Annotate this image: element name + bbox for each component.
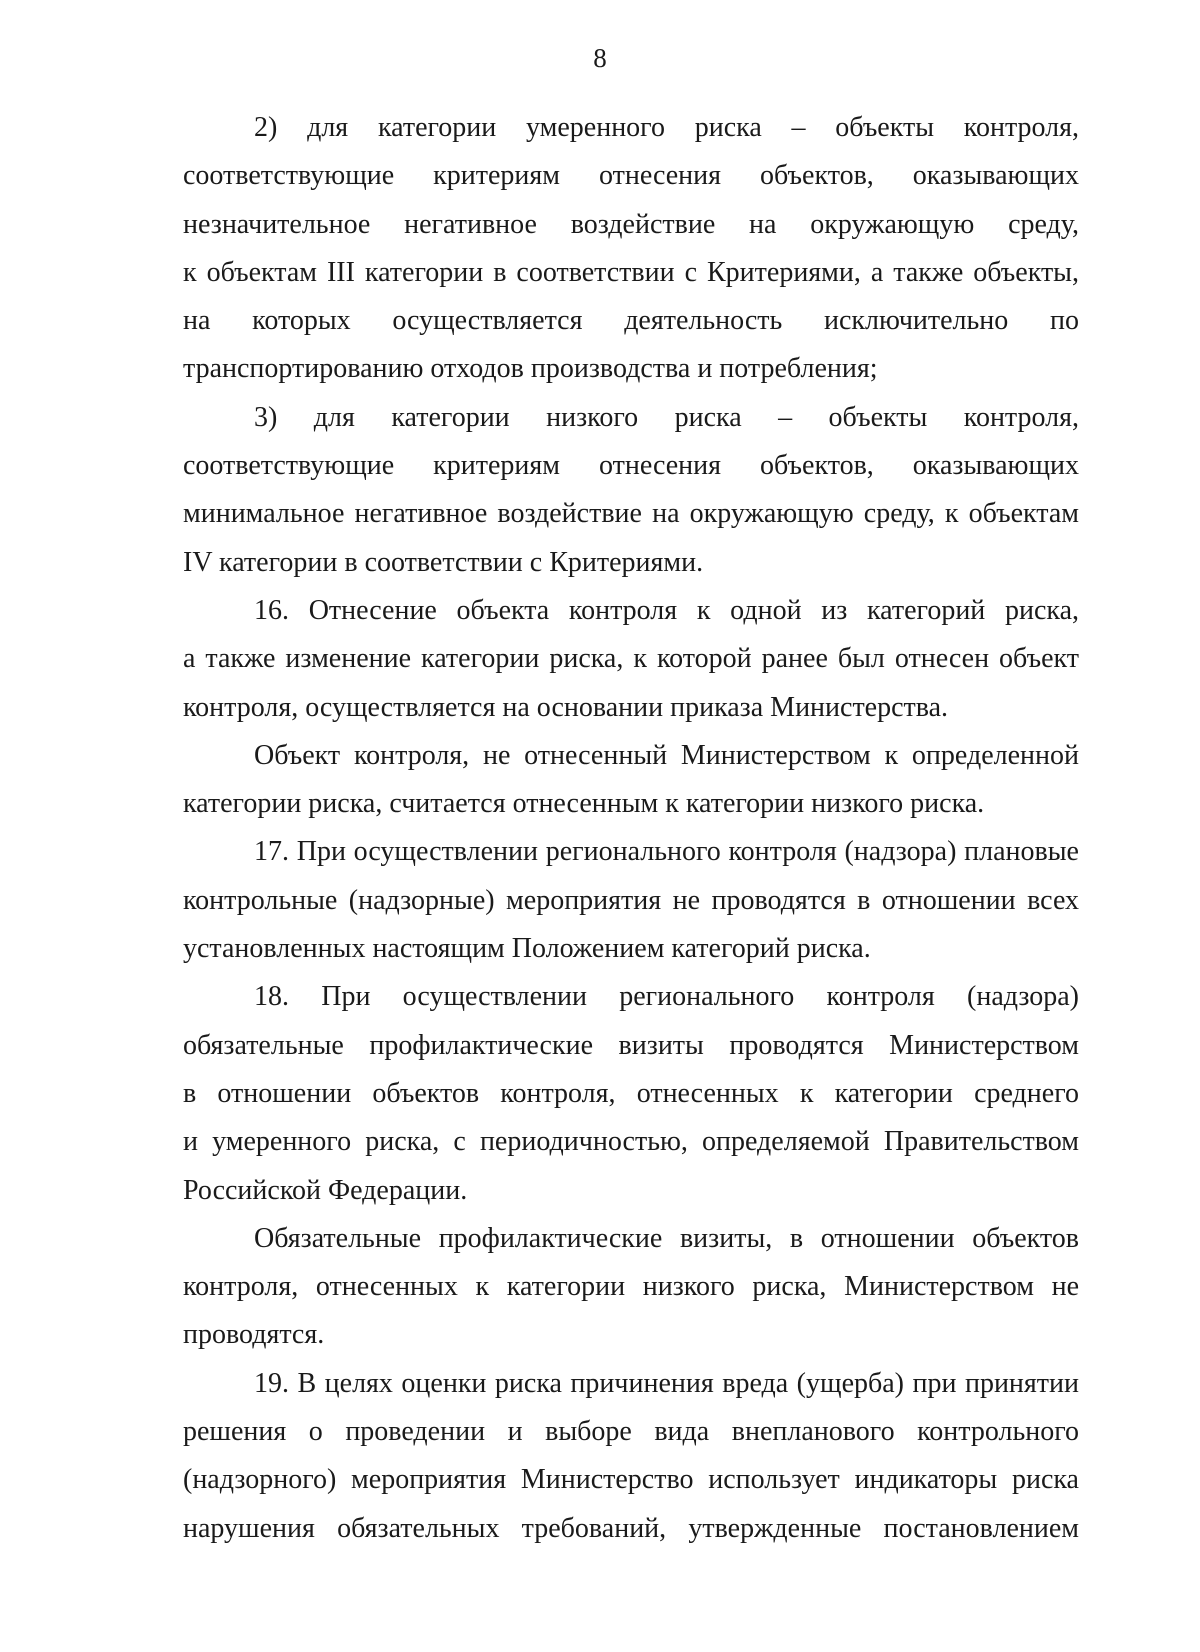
paragraph-18 (183, 973, 1079, 1214)
text-line: (надзорного) мероприятия Министерство использует индикаторы риска (183, 1464, 1079, 1496)
text-line: обязательные профилактические визиты проводятся Министерством (183, 1029, 1079, 1061)
text-line: а также изменение категории риска, к которой ранее был отнесен объект (183, 643, 1079, 675)
text-line: 2) для категории умеренного риска – объекты контроля, (254, 112, 1079, 143)
text-line: 17. При осуществлении регионального контроля (надзора) плановые (254, 836, 1079, 868)
page-number: 8 (593, 43, 607, 73)
paragraph-16-continued (183, 732, 1079, 829)
text-line: к объектам III категории в соответствии с Критериями, а также объекты, (183, 256, 1079, 288)
text-line: решения о проведении и выборе вида внепланового контрольного (183, 1416, 1079, 1448)
text-line: незначительное негативное воздействие на окружающую среду, (183, 208, 1079, 240)
text-line: 19. В целях оценки риска причинения вреда (ущерба) при принятии (254, 1367, 1079, 1399)
paragraph-18-continued (183, 1215, 1079, 1360)
text-line: соответствующие критериям отнесения объектов, оказывающих (183, 160, 1079, 192)
text-line: контроля, отнесенных к категории низкого риска, Министерством не (183, 1271, 1079, 1303)
text-line: на которых осуществляется деятельность исключительно по (183, 305, 1079, 337)
text-line: 18. При осуществлении регионального контроля (надзора) (254, 981, 1079, 1013)
paragraph-risk-low (183, 394, 1079, 587)
paragraph-17 (183, 828, 1079, 973)
text-line: минимальное негативное воздействие на окружающую среду, к объектам (183, 498, 1079, 530)
document-body (183, 104, 1079, 1553)
text-line: установленных настоящим Положением категорий риска. (183, 933, 871, 965)
paragraph-19 (183, 1360, 1079, 1553)
text-line: транспортированию отходов производства и потребления; (183, 353, 878, 385)
text-line: соответствующие критериям отнесения объектов, оказывающих (183, 450, 1079, 482)
text-line: IV категории в соответствии с Критериями. (183, 546, 704, 578)
text-line: в отношении объектов контроля, отнесенных к категории среднего (183, 1077, 1079, 1109)
text-line: Российской Федерации. (183, 1174, 468, 1206)
text-line: и умеренного риска, с периодичностью, определяемой Правительством (183, 1126, 1079, 1158)
text-line: 16. Отнесение объекта контроля к одной из категорий риска, (254, 594, 1079, 626)
paragraph-16 (183, 587, 1079, 732)
text-line: 3) для категории низкого риска – объекты контроля, (254, 401, 1079, 433)
text-line: Объект контроля, не отнесенный Министерством к определенной (254, 739, 1079, 771)
paragraph-risk-moderate (183, 104, 1079, 394)
text-line: нарушения обязательных требований, утвержденные постановлением (183, 1512, 1079, 1544)
text-line: категории риска, считается отнесенным к категории низкого риска. (183, 788, 985, 820)
text-line: контроля, осуществляется на основании приказа Министерства. (183, 691, 949, 723)
text-line: Обязательные профилактические визиты, в отношении объектов (254, 1222, 1079, 1254)
text-line: контрольные (надзорные) мероприятия не проводятся в отношении всех (183, 884, 1079, 916)
text-line: проводятся. (183, 1319, 325, 1351)
